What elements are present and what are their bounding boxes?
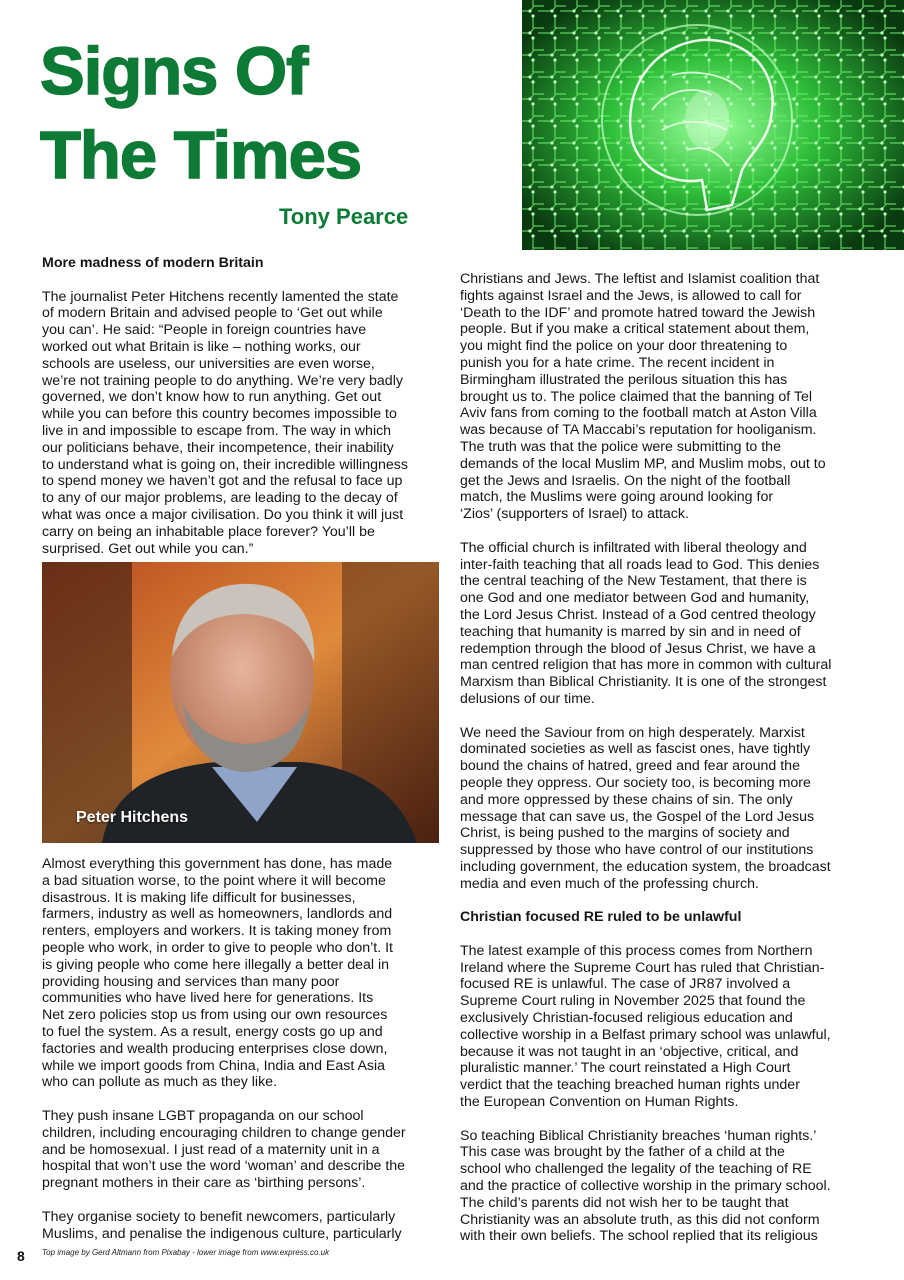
text-line: man centred religion that has more in common with cultural: [460, 657, 832, 674]
text-line: farmers, industry as well as homeowners, landlords and: [42, 906, 393, 923]
text-line: The truth was that the police were submitting to the: [460, 438, 781, 455]
text-line: They organise society to benefit newcomers, particularly: [42, 1208, 396, 1225]
text-line: bound the chains of hatred, greed and fear around the: [460, 758, 800, 775]
text-line: punish you for a hate crime. The recent incident in: [460, 354, 775, 371]
text-line: delusions of our time.: [460, 690, 595, 707]
page-number: 8: [17, 1248, 25, 1264]
image-credit: Top image by Gerd Altmann from Pixabay - lower image from www.express.co.uk: [42, 1248, 330, 1257]
paragraph: [460, 540, 860, 708]
text-line: live in and impossible to escape from. The way in which: [42, 422, 392, 439]
text-line: Christianity was an absolute truth, as this did not conform: [460, 1211, 820, 1228]
portrait-graphic: [42, 562, 439, 843]
paragraph: [460, 943, 860, 1111]
text-line: people they oppress. Our society too, is becoming more: [460, 774, 811, 791]
text-line: communities who have lived here for generations. Its: [42, 990, 374, 1007]
page-title: [40, 30, 460, 198]
text-line: pluralistic manner.’ The court reinstated a High Court: [460, 1060, 791, 1077]
text-line: redemption through the blood of Jesus Christ, we have a: [460, 640, 816, 657]
text-line: collective worship in a Belfast primary school was unlawful,: [460, 1026, 831, 1043]
text-line: The journalist Peter Hitchens recently lamented the state: [42, 288, 399, 305]
text-line: a bad situation worse, to the point where it will become: [42, 872, 386, 889]
column-2: [460, 271, 860, 1262]
text-line: the Lord Jesus Christ. Instead of a God centred theology: [460, 606, 816, 623]
text-line: while you can before this country becomes impossible to: [42, 406, 397, 423]
text-line: who can pollute as much as they like.: [42, 1074, 278, 1091]
text-line: Marxism than Biblical Christianity. It is one of the strongest: [460, 674, 827, 691]
text-line: schools are useless, our universities are even worse,: [42, 355, 375, 372]
text-line: what was once a major civilisation. Do you think it will just: [42, 506, 404, 523]
text-line: focused RE is unlawful. The case of JR87 involved a: [460, 976, 791, 993]
text-line: carry on being an inhabitable place forever? You’ll be: [42, 523, 375, 540]
section-heading-2: Christian focused RE ruled to be unlawful: [460, 909, 742, 926]
text-line: providing housing and services than many poor: [42, 973, 340, 990]
text-line: exclusively Christian-focused religious education and: [460, 1010, 793, 1027]
text-line: The child’s parents did not wish her to be taught that: [460, 1194, 789, 1211]
text-line: school who challenged the legality of the teaching of RE: [460, 1161, 812, 1178]
text-line: one God and one mediator between God and humanity,: [460, 590, 810, 607]
text-line: including government, the education system, the broadcast: [460, 858, 831, 875]
text-line: The latest example of this process comes from Northern: [460, 942, 813, 959]
text-line: while we import goods from China, India and East Asia: [42, 1057, 386, 1074]
text-line: dominated societies as well as fascist ones, have tightly: [460, 741, 811, 758]
title-line-2: The Times: [40, 118, 362, 193]
text-line: demands of the local Muslim MP, and Muslim mobs, out to: [460, 455, 826, 472]
text-line: They push insane LGBT propaganda on our school: [42, 1107, 364, 1124]
text-line: and be homosexual. I just read of a maternity unit in a: [42, 1141, 380, 1158]
text-line: to any of our major problems, are leading to the decay of: [42, 490, 398, 507]
paragraph: [42, 856, 437, 1091]
text-line: Almost everything this government has done, has made: [42, 856, 393, 872]
text-line: people. But if you make a critical statement about them,: [460, 321, 810, 338]
text-line: fights against Israel and the Jews, is allowed to call for: [460, 287, 802, 304]
text-line: brought us to. The police claimed that the banning of Tel: [460, 388, 813, 405]
text-line: inter-faith teaching that all roads lead to God. This denies: [460, 556, 820, 573]
text-line: ‘Death to the IDF’ and promote hatred toward the Jewish: [460, 304, 816, 321]
text-line: the central teaching of the New Testament, that there is: [460, 573, 807, 590]
text-line: governed, we don’t know how to run anything. Get out: [42, 389, 382, 406]
text-line: suppressed by those who have control of our institutions: [460, 842, 814, 859]
text-line: factories and wealth producing enterprises close down,: [42, 1040, 388, 1057]
text-line: match, the Muslims were going around looking for: [460, 489, 774, 506]
text-line: The official church is infiltrated with liberal theology and: [460, 539, 807, 556]
paragraph: [460, 271, 860, 523]
text-line: because it was not taught in an ‘objective, critical, and: [460, 1043, 799, 1060]
text-line: and more oppressed by these chains of sin. The only: [460, 791, 793, 808]
text-line: is giving people who come here illegally a better deal in: [42, 956, 390, 973]
text-line: message that can save us, the Gospel of the Lord Jesus: [460, 808, 815, 825]
text-line: Supreme Court ruling in November 2025 that found the: [460, 993, 806, 1010]
text-line: with their own beliefs. The school replied that its religious: [460, 1228, 818, 1245]
text-line: We need the Saviour from on high desperately. Marxist: [460, 724, 805, 741]
section-heading-1: More madness of modern Britain: [42, 255, 264, 271]
author-byline: Tony Pearce: [279, 204, 409, 229]
portrait-image: [42, 562, 439, 843]
text-line: worked out what Britain is like – nothing works, our: [42, 338, 361, 355]
text-line: This case was brought by the father of a child at the: [460, 1144, 785, 1161]
text-line: hospital that won’t use the word ‘woman’ and describe the: [42, 1158, 406, 1175]
text-line: teaching that humanity is marred by sin and in need of: [460, 623, 801, 640]
text-line: Muslims, and penalise the indigenous culture, particularly: [42, 1225, 402, 1242]
brain-circuit-graphic: [522, 0, 904, 250]
text-line: Birmingham illustrated the perilous situation this has: [460, 371, 788, 388]
text-line: So teaching Biblical Christianity breaches ‘human rights.’: [460, 1127, 817, 1144]
text-line: surprised. Get out while you can.”: [42, 540, 254, 557]
text-line: media and even much of the professing church.: [460, 875, 759, 892]
text-line: was because of TA Maccabi’s reputation for hooliganism.: [460, 422, 817, 439]
paragraph: [42, 1209, 437, 1243]
text-line: Christians and Jews. The leftist and Islamist coalition that: [460, 271, 820, 287]
text-line: to spend money we haven’t got and the refusal to face up: [42, 473, 403, 490]
text-line: to understand what is going on, their incredible willingness: [42, 456, 408, 473]
text-line: ‘Zios’ (supporters of Israel) to attack.: [460, 506, 689, 523]
text-line: Aviv fans from coming to the football match at Aston Villa: [460, 405, 817, 422]
paragraph: [460, 725, 860, 893]
text-line: of modern Britain and advised people to ‘Get out while: [42, 305, 383, 322]
text-line: disastrous. It is making life difficult for businesses,: [42, 889, 356, 906]
text-line: and the practice of collective worship in the primary school.: [460, 1178, 831, 1195]
brain-circuit-image: [522, 0, 904, 250]
text-line: people who work, in order to give to people who don’t. It: [42, 939, 393, 956]
paragraph: [42, 1108, 437, 1192]
paragraph: [42, 289, 437, 558]
text-line: you can’. He said: “People in foreign countries have: [42, 322, 367, 339]
paragraph: [460, 1128, 860, 1246]
text-line: verdict that the teaching breached human rights under: [460, 1077, 800, 1094]
text-line: we’re not training people to do anything. We’re very badly: [42, 372, 403, 389]
text-line: Ireland where the Supreme Court has ruled that Christian-: [460, 959, 825, 976]
text-line: the European Convention on Human Rights.: [460, 1094, 739, 1111]
portrait-caption: Peter Hitchens: [76, 809, 189, 826]
text-line: to fuel the system. As a result, energy costs go up and: [42, 1023, 383, 1040]
text-line: children, including encouraging children to change gender: [42, 1124, 406, 1141]
text-line: Christ, is being pushed to the margins of society and: [460, 825, 790, 842]
column-1-bottom: [42, 856, 437, 1259]
text-line: pregnant mothers in their care as ‘birthing persons’.: [42, 1175, 366, 1192]
text-line: get the Jews and Israelis. On the night of the football: [460, 472, 791, 489]
text-line: renters, employers and workers. It is taking money from: [42, 923, 392, 940]
text-line: Net zero policies stop us from using our own resources: [42, 1007, 388, 1024]
title-line-1: Signs Of: [40, 34, 308, 109]
text-line: our politicians behave, their incompetence, their inability: [42, 439, 394, 456]
text-line: you might find the police on your door threatening to: [460, 338, 788, 355]
column-1-top: [42, 255, 437, 574]
